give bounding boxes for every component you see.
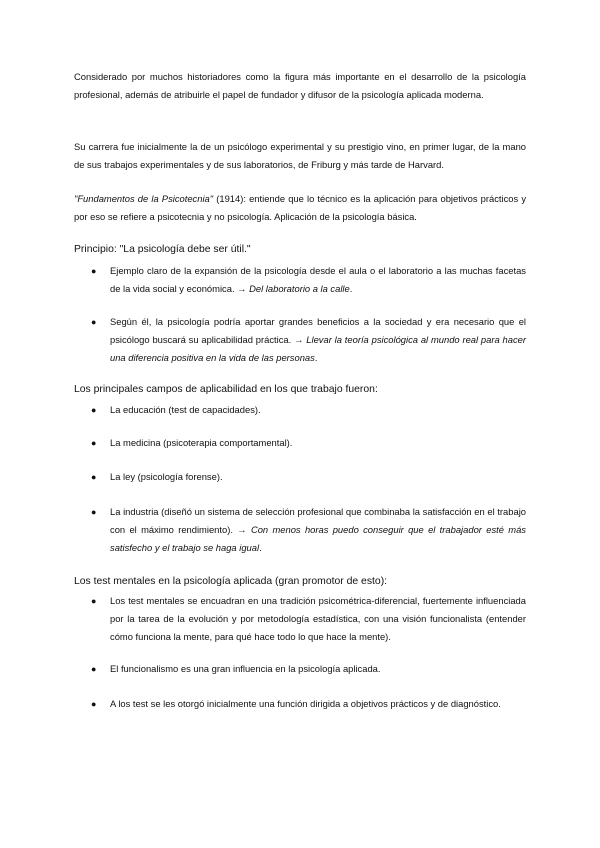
bullet-icon: ● xyxy=(91,405,97,415)
campos-item-4: La industria (diseñó un sistema de selección profesional que combinaba la satisfacción en el trabajo con el máximo rendimiento). → Con menos horas puedo conseguir que el trabajador esté más satisfecho y el trabajo se haga igual. xyxy=(110,506,526,553)
principio-item-1: Ejemplo claro de la expansión de la psicología desde el aula o el laboratorio a las muchas facetas de la vida social y económica. → Del laboratorio a la calle. xyxy=(110,265,526,294)
bullet-icon: ● xyxy=(91,317,97,327)
campos-heading: Los principales campos de aplicabilidad en los que trabajo fueron: xyxy=(74,384,378,395)
tests-item-2: El funcionalismo es una gran influencia en la psicología aplicada. xyxy=(110,663,381,674)
tests-heading: Los test mentales en la psicología aplicada (gran promotor de esto): xyxy=(74,576,388,587)
bullet-icon: ● xyxy=(91,507,97,517)
principio-item-2: Según él, la psicología podría aportar grandes beneficios a la sociedad y era necesario que el psicólogo buscará su aplicabilidad práctica. → Llevar la teoría psicológica al mundo real para hacer una diferencia positiva en la vida de las personas. xyxy=(110,316,526,363)
bullet-icon: ● xyxy=(91,699,97,709)
intro-paragraph-2: Su carrera fue inicialmente la de un psicólogo experimental y su prestigio vino, en primer lugar, de la mano de sus trabajos experimentales y de sus laboratorios, de Friburg y más tarde de Harvard. xyxy=(74,141,526,170)
intro-paragraph-1: Considerado por muchos historiadores como la figura más importante en el desarrollo de la psicología profesional, además de atribuirle el papel de fundador y difusor de la psicología aplicada moderna. xyxy=(74,71,526,100)
tests-item-1: Los test mentales se encuadran en una tradición psicométrica-diferencial, fuertemente influenciada por la tarea de la evolución y por metodología estadística, con una visión funcionalista (entender cómo funciona la mente, para qué hace todo lo que hace la mente). xyxy=(110,595,526,642)
bullet-icon: ● xyxy=(91,596,97,606)
bullet-icon: ● xyxy=(91,664,97,674)
tests-item-3: A los test se les otorgó inicialmente una función dirigida a objetivos prácticos y de diagnóstico. xyxy=(110,698,501,709)
intro-paragraph-3 xyxy=(74,190,526,226)
bullet-icon: ● xyxy=(91,472,97,482)
bullet-icon: ● xyxy=(91,438,97,448)
intro-paragraph-3-rest: (1914): entiende que lo técnico es la aplicación para objetivos prácticos y por eso se refiere a psicotecnia y no psicología. Aplicación de la psicología básica. xyxy=(74,193,527,222)
principio-heading: Principio: "La psicología debe ser útil." xyxy=(74,244,251,255)
campos-item-2: La medicina (psicoterapia comportamental). xyxy=(110,437,293,448)
campos-item-3: La ley (psicología forense). xyxy=(110,471,223,482)
book-title: "Fundamentos de la Psicotecnia" xyxy=(74,193,214,204)
campos-item-1: La educación (test de capacidades). xyxy=(110,404,261,415)
bullet-icon: ● xyxy=(91,266,97,276)
